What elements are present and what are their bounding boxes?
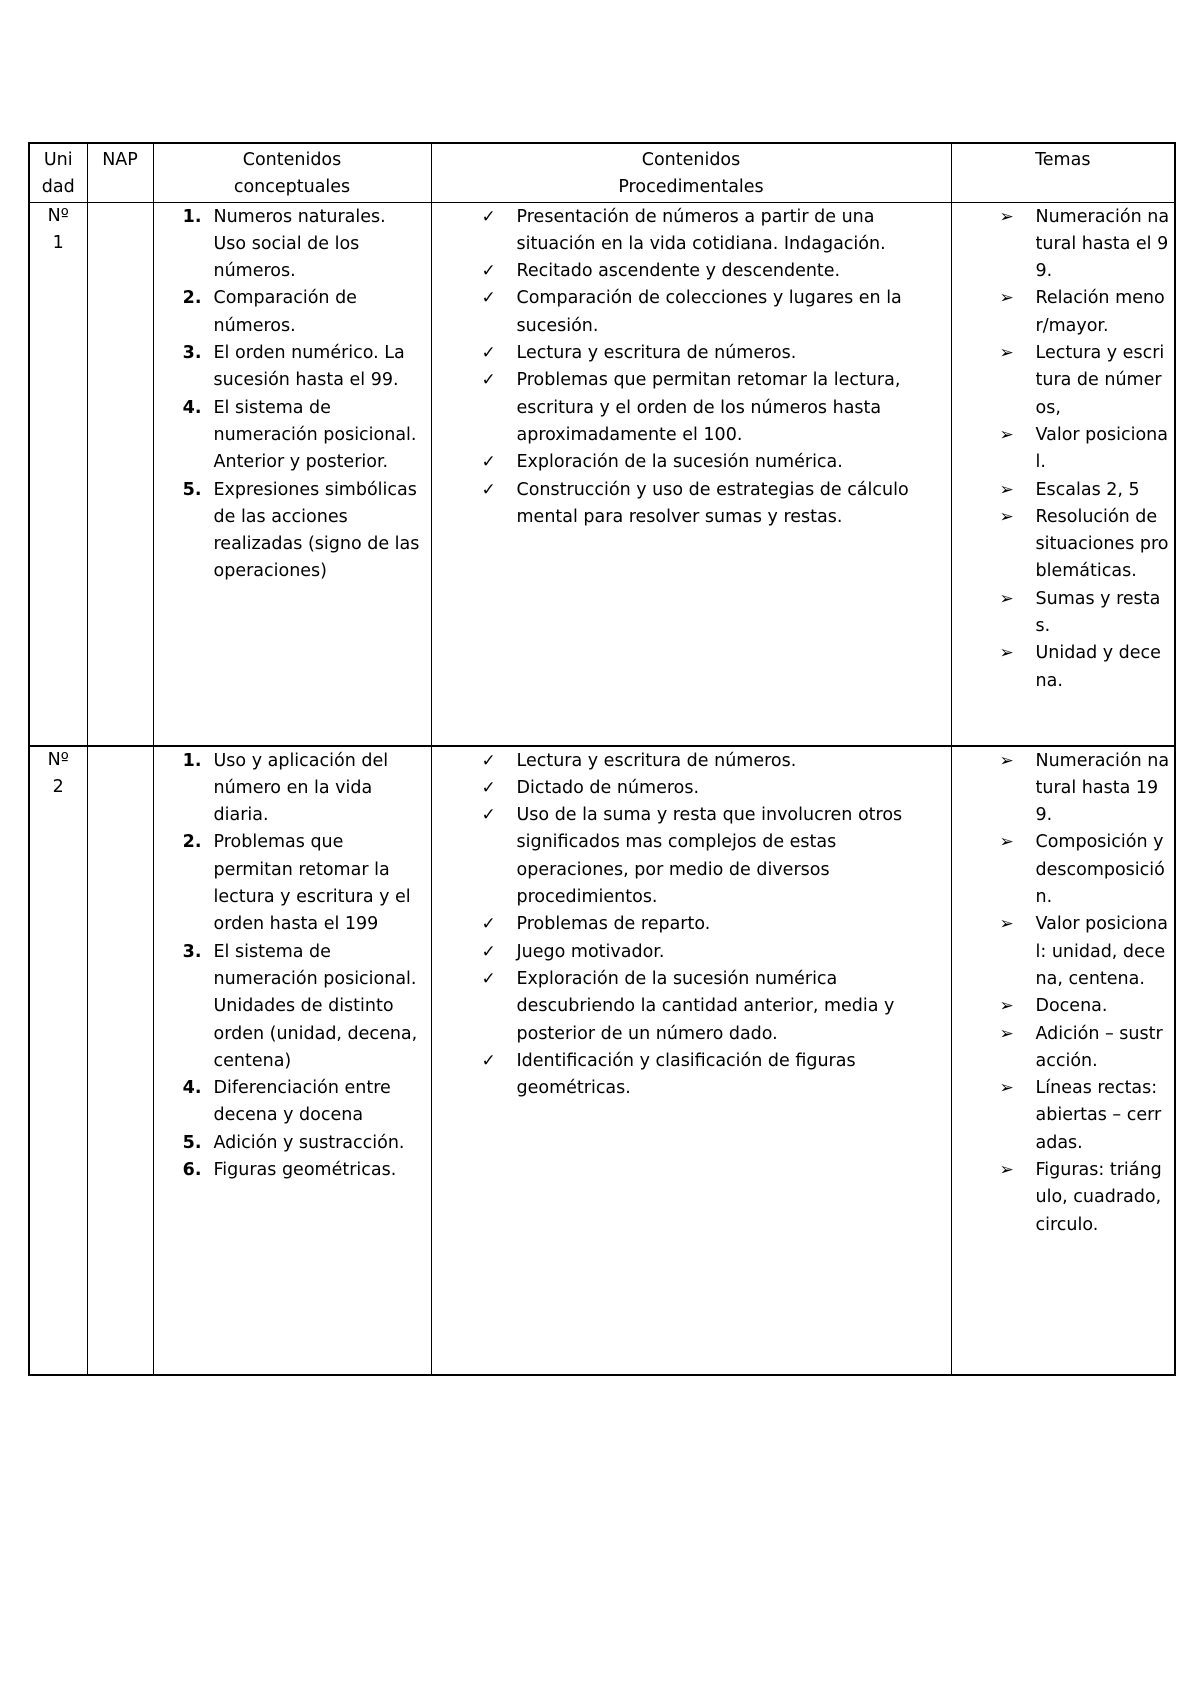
check-icon: ✓: [481, 777, 496, 798]
table-row: [29, 746, 1175, 1375]
conceptuales-cell: [153, 202, 431, 746]
arrowhead-bullet-icon: ➢: [999, 588, 1014, 609]
header-procedimentales: Contenidos Procedimentales: [431, 143, 951, 202]
topic-item: [952, 911, 1175, 993]
arrowhead-bullet-icon: ➢: [999, 288, 1014, 309]
concept-text: Uso y aplicación del número en la vida diaria.: [213, 750, 389, 826]
procedure-item: [432, 204, 951, 259]
procedure-text: Construcción y uso de estrategias de cálculo mental para resolver sumas y restas.: [516, 479, 909, 527]
topic-text: Líneas rectas: abiertas – cerradas.: [1035, 1078, 1162, 1153]
topic-item: [952, 504, 1175, 586]
concept-list: [154, 204, 431, 586]
concept-item: [154, 1075, 431, 1130]
topic-item: [952, 285, 1175, 340]
topic-item: [952, 422, 1175, 477]
concept-text: Problemas que permitan retomar la lectura y escritura y el orden hasta el 199: [213, 832, 411, 935]
check-icon: ✓: [481, 261, 496, 282]
procedure-item: [432, 1048, 951, 1103]
arrowhead-bullet-icon: ➢: [999, 479, 1014, 500]
arrowhead-bullet-icon: ➢: [999, 996, 1014, 1017]
header-temas: Temas: [951, 143, 1175, 202]
procedure-item: [432, 966, 951, 1048]
check-icon: ✓: [481, 941, 496, 962]
header-conceptuales: Contenidos conceptuales: [153, 143, 431, 202]
check-icon: ✓: [481, 452, 496, 473]
item-number: 1.: [182, 750, 202, 771]
unit-cell: Nº 1: [29, 202, 87, 746]
nap-cell: [87, 202, 153, 746]
check-icon: ✓: [481, 343, 496, 364]
arrowhead-bullet-icon: ➢: [999, 1160, 1014, 1181]
header-unidad: Uni dad: [29, 143, 87, 202]
topic-text: Lectura y escritura de números,: [1035, 343, 1165, 418]
check-icon: ✓: [481, 479, 496, 500]
concept-item: [154, 829, 431, 938]
topic-text: Composición y descomposición.: [1035, 832, 1165, 908]
arrowhead-bullet-icon: ➢: [999, 343, 1014, 364]
item-number: 5.: [182, 1132, 202, 1153]
topic-text: Escalas 2, 5: [1035, 479, 1140, 500]
item-number: 6.: [182, 1160, 202, 1181]
topic-text: Resolución de situaciones problemáticas.: [1035, 506, 1169, 582]
procedure-item: [432, 748, 951, 775]
procedure-item: [432, 775, 951, 802]
check-icon: ✓: [481, 370, 496, 391]
arrowhead-bullet-icon: ➢: [999, 506, 1014, 527]
concept-text: El sistema de numeración posicional. Anterior y posterior.: [213, 397, 417, 473]
procedure-text: Presentación de números a partir de una situación en la vida cotidiana. Indagación.: [516, 206, 886, 254]
check-icon: ✓: [481, 1050, 496, 1071]
topic-text: Valor posicional.: [1035, 424, 1168, 473]
arrowhead-bullet-icon: ➢: [999, 832, 1014, 853]
procedure-text: Dictado de números.: [516, 777, 700, 798]
procedure-item: [432, 340, 951, 367]
arrowhead-bullet-icon: ➢: [999, 750, 1014, 771]
table-body: [29, 202, 1175, 1375]
procedure-text: Problemas de reparto.: [516, 914, 711, 935]
concept-item: [154, 395, 431, 477]
concept-text: Figuras geométricas.: [213, 1160, 397, 1181]
concept-item: [154, 748, 431, 830]
item-number: 2.: [182, 288, 202, 309]
procedure-text: Problemas que permitan retomar la lectura, escritura y el orden de los números hasta aproximadamente el 100.: [516, 370, 901, 445]
temas-cell: [951, 746, 1175, 1375]
item-number: 1.: [182, 206, 202, 227]
concept-item: [154, 1130, 431, 1157]
topic-item: [952, 1075, 1175, 1157]
arrowhead-bullet-icon: ➢: [999, 424, 1014, 445]
procedure-item: [432, 449, 951, 476]
procedure-item: [432, 939, 951, 966]
concept-item: [154, 939, 431, 1075]
procedure-text: Comparación de colecciones y lugares en la sucesión.: [516, 288, 902, 336]
topic-list: [952, 748, 1175, 1239]
topic-text: Figuras: triángulo, cuadrado, circulo.: [1035, 1160, 1162, 1235]
concept-text: Expresiones simbólicas de las acciones realizadas (signo de las operaciones): [213, 479, 420, 582]
topic-item: [952, 1157, 1175, 1239]
concept-text: Numeros naturales. Uso social de los números.: [213, 206, 386, 282]
topic-text: Numeración natural hasta 199.: [1035, 750, 1170, 826]
item-number: 3.: [182, 343, 202, 364]
arrowhead-bullet-icon: ➢: [999, 1078, 1014, 1099]
procedure-item: [432, 911, 951, 938]
arrowhead-bullet-icon: ➢: [999, 1023, 1014, 1044]
procedure-list: [432, 204, 951, 532]
check-icon: ✓: [481, 750, 496, 771]
item-number: 3.: [182, 941, 202, 962]
check-icon: ✓: [481, 805, 496, 826]
topic-text: Numeración natural hasta el 99.: [1035, 206, 1170, 282]
topic-item: [952, 204, 1175, 286]
procedure-item: [432, 367, 951, 449]
concept-item: [154, 285, 431, 340]
concept-text: El sistema de numeración posicional. Unidades de distinto orden (unidad, decena, centena): [213, 941, 418, 1071]
topic-item: [952, 748, 1175, 830]
concept-list: [154, 748, 431, 1185]
topic-text: Unidad y decena.: [1035, 643, 1161, 691]
procedure-text: Lectura y escritura de números.: [516, 750, 797, 771]
topic-text: Valor posicional: unidad, decena, centena.: [1035, 914, 1168, 989]
procedimentales-cell: [431, 202, 951, 746]
table-row: [29, 202, 1175, 746]
check-icon: ✓: [481, 288, 496, 309]
procedure-list: [432, 748, 951, 1103]
planning-table: [28, 142, 1176, 1376]
concept-text: Comparación de números.: [213, 288, 357, 336]
procedure-item: [432, 258, 951, 285]
topic-item: [952, 993, 1175, 1020]
temas-cell: [951, 202, 1175, 746]
concept-text: Adición y sustracción.: [213, 1132, 405, 1153]
topic-item: [952, 477, 1175, 504]
procedure-text: Uso de la suma y resta que involucren otros significados mas complejos de estas operaciones, por medio de diversos procedimientos.: [516, 805, 903, 908]
procedure-text: Lectura y escritura de números.: [516, 343, 797, 364]
procedure-text: Exploración de la sucesión numérica descubriendo la cantidad anterior, media y posterior de un número dado.: [516, 968, 895, 1044]
header-row: [29, 143, 1175, 202]
procedure-item: [432, 285, 951, 340]
procedure-text: Exploración de la sucesión numérica.: [516, 452, 843, 473]
item-number: 5.: [182, 479, 202, 500]
unit-cell: Nº 2: [29, 746, 87, 1375]
procedure-item: [432, 477, 951, 532]
concept-item: [154, 1157, 431, 1184]
procedimentales-cell: [431, 746, 951, 1375]
procedure-text: Recitado ascendente y descendente.: [516, 261, 841, 282]
arrowhead-bullet-icon: ➢: [999, 206, 1014, 227]
item-number: 4.: [182, 1078, 202, 1099]
check-icon: ✓: [481, 968, 496, 989]
topic-item: [952, 586, 1175, 641]
conceptuales-cell: [153, 746, 431, 1375]
arrowhead-bullet-icon: ➢: [999, 914, 1014, 935]
topic-item: [952, 829, 1175, 911]
header-nap: NAP: [87, 143, 153, 202]
check-icon: ✓: [481, 206, 496, 227]
concept-item: [154, 340, 431, 395]
procedure-text: Juego motivador.: [516, 941, 665, 962]
check-icon: ✓: [481, 914, 496, 935]
topic-item: [952, 1021, 1175, 1076]
topic-text: Docena.: [1035, 996, 1108, 1017]
topic-item: [952, 340, 1175, 422]
item-number: 2.: [182, 832, 202, 853]
concept-item: [154, 477, 431, 586]
item-number: 4.: [182, 397, 202, 418]
topic-text: Relación menor/mayor.: [1035, 288, 1165, 336]
procedure-item: [432, 802, 951, 911]
concept-text: Diferenciación entre decena y docena: [213, 1078, 391, 1126]
topic-text: Adición – sustracción.: [1035, 1023, 1163, 1071]
topic-list: [952, 204, 1175, 695]
nap-cell: [87, 746, 153, 1375]
concept-text: El orden numérico. La sucesión hasta el 99.: [213, 343, 405, 391]
topic-item: [952, 640, 1175, 695]
topic-text: Sumas y restas.: [1035, 588, 1161, 637]
procedure-text: Identificación y clasificación de figuras geométricas.: [516, 1050, 856, 1099]
concept-item: [154, 204, 431, 286]
arrowhead-bullet-icon: ➢: [999, 643, 1014, 664]
